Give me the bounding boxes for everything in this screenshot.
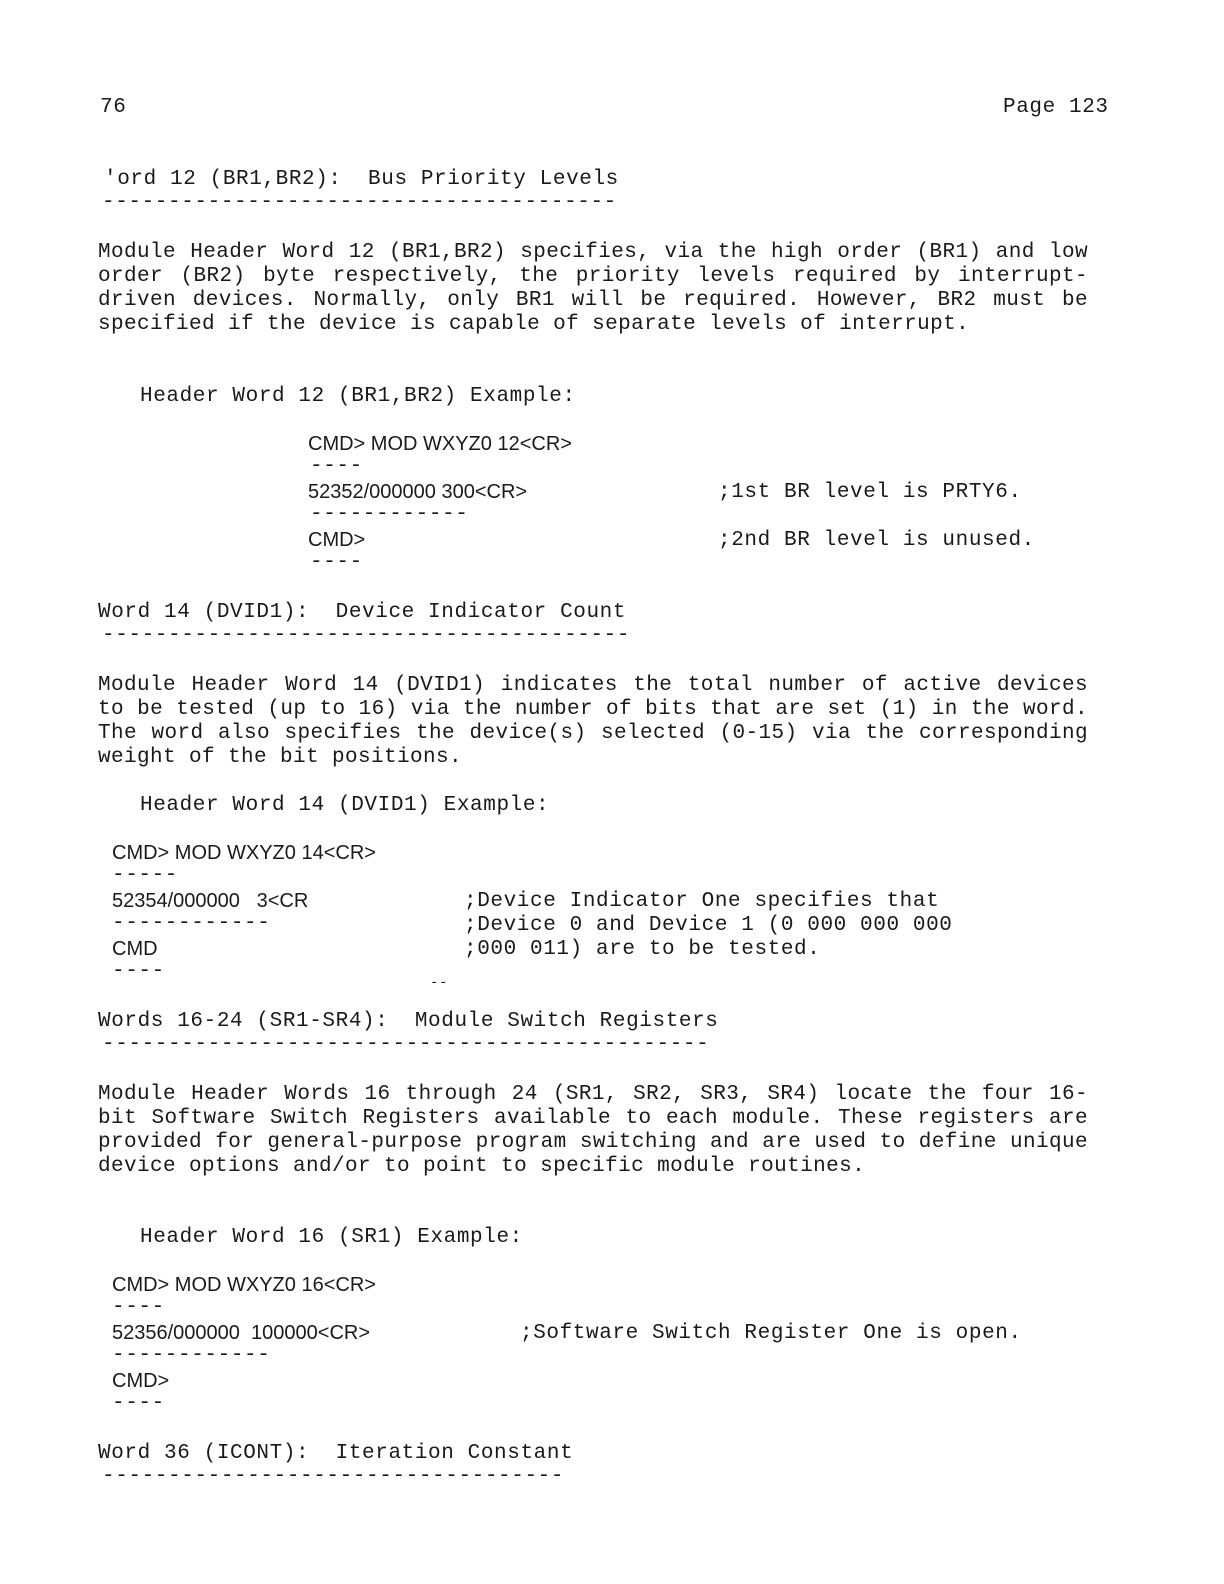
example-prompt: CMD (112, 938, 158, 960)
example-underline: ------------ (112, 1344, 271, 1367)
heading-underline: --------------------------------------- (102, 191, 617, 214)
example-prompt: CMD> (112, 1370, 170, 1392)
heading-underline: ---------------------------------------------- (102, 1033, 710, 1056)
example-command: CMD> MOD WXYZ0 14<CR> (112, 842, 376, 864)
example-underline: ----- (112, 864, 179, 887)
section-heading: Words 16-24 (SR1-SR4): Module Switch Registers (98, 1010, 719, 1033)
page-number-right: Page 123 (1003, 96, 1109, 119)
example-comment: ;1st BR level is PRTY6. (718, 481, 1022, 504)
section-heading: Word 14 (DVID1): Device Indicator Count (98, 601, 627, 624)
example-underline: ---- (112, 1296, 165, 1319)
example-response: 52354/000000 3<CR (112, 890, 309, 912)
section-body: Module Header Word 14 (DVID1) indicates the total number of active devices to be tested (up to 16) via the number of bits that are set (1) in the word. The word also specifies the device(s) selected (0-15) via the corresponding weight of the bit positions. (98, 674, 1088, 769)
example-response: 52356/000000 100000<CR> (112, 1322, 371, 1344)
heading-underline: ---------------------------------------- (102, 624, 631, 647)
example-comment: ;2nd BR level is unused. (718, 529, 1035, 552)
example-comment: ;000 011) are to be tested. (464, 938, 821, 961)
example-title: Header Word 14 (DVID1) Example: (140, 794, 550, 817)
example-title: Header Word 12 (BR1,BR2) Example: (140, 385, 576, 408)
example-title: Header Word 16 (SR1) Example: (140, 1226, 523, 1249)
example-comment: ;Device Indicator One specifies that (464, 890, 940, 913)
example-comment: ;Software Switch Register One is open. (520, 1322, 1022, 1345)
example-prompt: CMD> (308, 529, 366, 551)
example-underline: ---- (112, 960, 165, 983)
example-command: CMD> MOD WXYZ0 12<CR> (308, 433, 572, 455)
example-command: CMD> MOD WXYZ0 16<CR> (112, 1274, 376, 1296)
stray-mark: -- (430, 975, 449, 991)
example-underline: ---- (112, 1392, 165, 1415)
heading-underline: ----------------------------------- (102, 1465, 565, 1488)
example-underline: ---- (310, 455, 363, 478)
section-heading: 'ord 12 (BR1,BR2): Bus Priority Levels (104, 168, 619, 191)
example-underline: ------------ (310, 503, 469, 526)
section-body: Module Header Word 12 (BR1,BR2) specifies, via the high order (BR1) and low order (BR2) byte respectively, the priority levels required by interrupt-driven devices. Normally, only BR1 will be required. However, BR2 must be specified if the device is capable of separate levels of interrupt. (98, 241, 1088, 336)
example-comment: ;Device 0 and Device 1 (0 000 000 000 (464, 914, 953, 937)
example-response: 52352/000000 300<CR> (308, 481, 528, 503)
example-underline: ------------ (112, 912, 271, 935)
section-body: Module Header Words 16 through 24 (SR1, SR2, SR3, SR4) locate the four 16-bit Software Switch Registers available to each module. These registers are provided for general-purpose program switching and are used to define unique device options and/or to point to specific module routines. (98, 1083, 1088, 1178)
page-number-left: 76 (100, 96, 127, 119)
section-heading: Word 36 (ICONT): Iteration Constant (98, 1442, 574, 1465)
example-underline: ---- (310, 551, 363, 574)
